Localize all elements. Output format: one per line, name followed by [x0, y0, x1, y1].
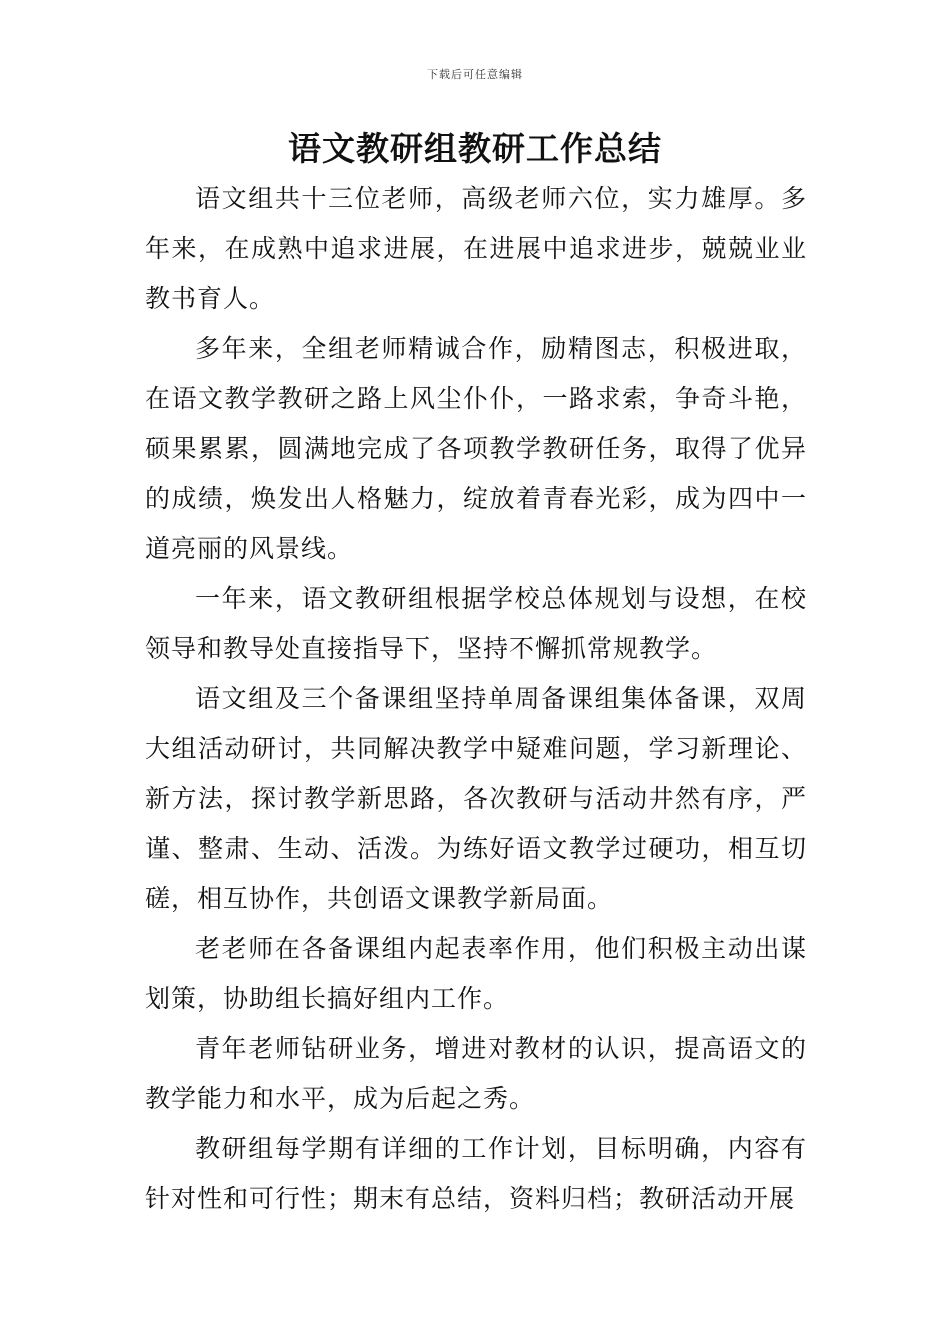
paragraph-2: 多年来，全组老师精诚合作，励精图志，积极进取，在语文教学教研之路上风尘仆仆，一路求索，争奇斗艳，硕果累累，圆满地完成了各项教学教研任务，取得了优异的成绩，焕发出人格魅力，绽放着青春光彩，成为四中一道亮丽的风景线。	[145, 334, 807, 563]
paragraph-5: 老老师在各备课组内起表率作用，他们积极主动出谋划策，协助组长搞好组内工作。	[145, 934, 807, 1013]
paragraph-6: 青年老师钻研业务，增进对教材的认识，提高语文的教学能力和水平，成为后起之秀。	[145, 1034, 807, 1113]
paragraph-1: 语文组共十三位老师，高级老师六位，实力雄厚。多年来，在成熟中追求进展，在进展中追求进步，兢兢业业教书育人。	[145, 184, 807, 313]
paragraph-4: 语文组及三个备课组坚持单周备课组集体备课，双周大组活动研讨，共同解决教学中疑难问题，学习新理论、新方法，探讨教学新思路，各次教研与活动井然有序，严谨、整肃、生动、活泼。为练好语文教学过硬功，相互切磋，相互协作，共创语文课教学新局面。	[145, 684, 807, 913]
paragraph-3: 一年来，语文教研组根据学校总体规划与设想，在校领导和教导处直接指导下，坚持不懈抓常规教学。	[145, 584, 807, 663]
document-title: 语文教研组教研工作总结	[288, 129, 662, 168]
paragraph-7: 教研组每学期有详细的工作计划，目标明确，内容有针对性和可行性；期末有总结，资料归档；教研活动开展	[145, 1134, 807, 1213]
document-body	[145, 174, 807, 1224]
page-header-note: 下载后可任意编辑	[427, 68, 523, 81]
